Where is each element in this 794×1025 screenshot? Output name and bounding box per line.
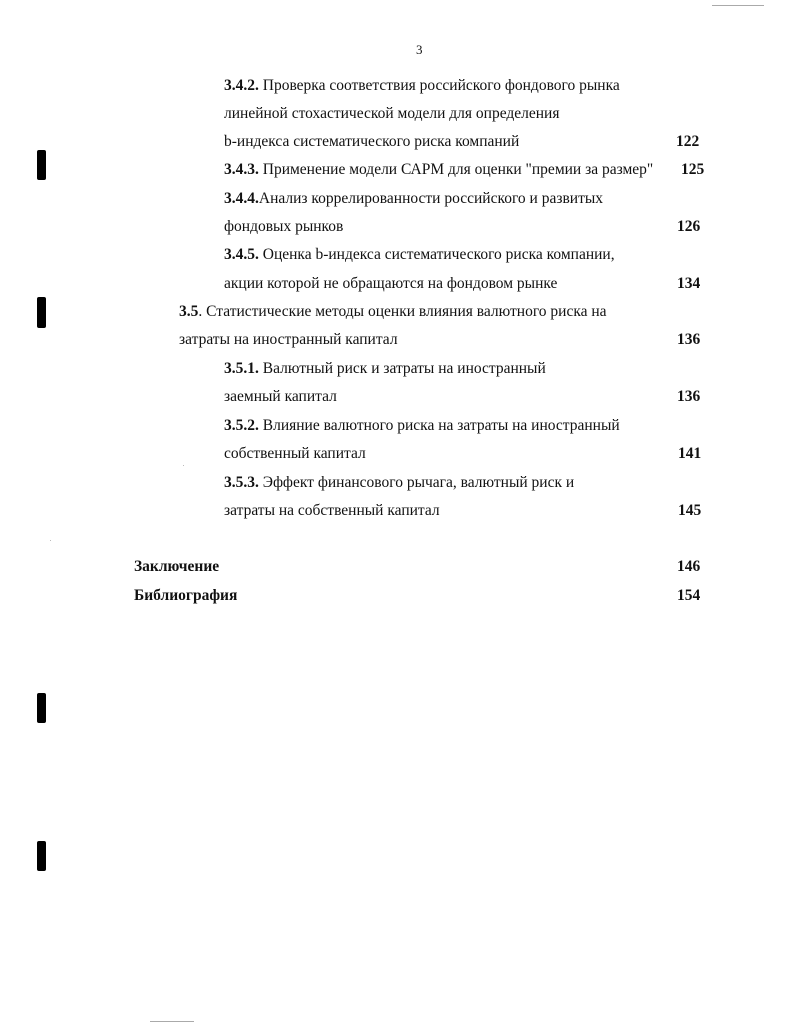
section-title: b-индекса систематического риска компаний <box>224 133 520 150</box>
scan-mark-top <box>712 5 764 6</box>
section-title: . Статистические методы оценки влияния валютного риска на <box>198 303 607 320</box>
section-title: Оценка b-индекса систематического риска компании, <box>258 246 615 263</box>
section-title: Применение модели САРМ для оценки "премии за размер" <box>258 161 654 178</box>
page-ref[interactable]: 134 <box>677 275 701 292</box>
punch-hole <box>37 841 46 871</box>
toc-entry-3-4-2-cont <box>224 105 559 123</box>
punch-hole <box>37 150 46 180</box>
scan-mark-bottom <box>150 1021 194 1022</box>
section-title: заемный капитал <box>224 388 337 405</box>
scan-speck <box>50 540 51 541</box>
section-number: 3.4.5. <box>224 246 259 263</box>
page-ref[interactable]: 126 <box>677 218 701 235</box>
section-number: 3.4.4. <box>224 190 259 207</box>
toc-entry-3-4-5[interactable] <box>224 246 615 264</box>
section-title: линейной стохастической модели для определения <box>224 105 560 122</box>
section-number: 3.4.2. <box>224 77 259 94</box>
toc-entry-3-5-1-cont <box>224 388 337 406</box>
section-number: 3.4.3. <box>224 161 259 178</box>
page-ref[interactable]: 136 <box>677 388 701 405</box>
toc-entry-3-5-3-cont <box>224 502 440 520</box>
section-title: Влияние валютного риска на затраты на иностранный <box>258 417 620 434</box>
toc-entry-3-4-2[interactable] <box>224 77 620 95</box>
section-title: затраты на собственный капитал <box>224 502 440 519</box>
page-ref[interactable]: 125 <box>681 161 705 178</box>
section-title: фондовых рынков <box>224 218 344 235</box>
section-title: Анализ коррелированности российского и развитых <box>258 190 604 207</box>
section-title: собственный капитал <box>224 445 366 462</box>
section-title: затраты на иностранный капитал <box>179 331 398 348</box>
punch-hole <box>37 297 46 328</box>
toc-entry-3-5[interactable] <box>179 303 607 321</box>
toc-entry-3-4-5-cont <box>224 275 557 293</box>
page-number: 3 <box>416 42 423 57</box>
section-title: Валютный риск и затраты на иностранный <box>258 360 546 377</box>
section-number: 3.5.2. <box>224 417 259 434</box>
toc-entry-3-5-1[interactable] <box>224 360 546 378</box>
toc-entry-bibliography[interactable]: Библиография <box>134 587 238 604</box>
page-ref[interactable]: 145 <box>678 502 702 519</box>
punch-hole <box>37 693 46 723</box>
toc-entry-3-4-4[interactable] <box>224 190 603 208</box>
toc-entry-3-5-3[interactable] <box>224 474 574 492</box>
toc-entry-3-4-2-cont <box>224 133 519 151</box>
section-title: Эффект финансового рычага, валютный риск и <box>258 474 575 491</box>
scan-speck <box>183 465 184 466</box>
page-ref[interactable]: 122 <box>676 133 700 150</box>
toc-entry-3-4-4-cont <box>224 218 343 236</box>
page-ref[interactable]: 146 <box>677 558 701 575</box>
section-number: 3.5 <box>179 303 199 320</box>
page-ref[interactable]: 136 <box>677 331 701 348</box>
toc-entry-conclusion[interactable]: Заключение <box>134 558 220 575</box>
section-number: 3.5.3. <box>224 474 259 491</box>
section-title: акции которой не обращаются на фондовом рынке <box>224 275 558 292</box>
section-number: 3.5.1. <box>224 360 259 377</box>
page-ref[interactable]: 154 <box>677 587 701 604</box>
toc-entry-3-5-cont <box>179 331 398 349</box>
toc-entry-3-5-2[interactable] <box>224 417 620 435</box>
toc-entry-3-4-3[interactable] <box>224 161 653 179</box>
page-ref[interactable]: 141 <box>678 445 702 462</box>
toc-entry-3-5-2-cont <box>224 445 366 463</box>
section-title: Проверка соответствия российского фондового рынка <box>258 77 620 94</box>
